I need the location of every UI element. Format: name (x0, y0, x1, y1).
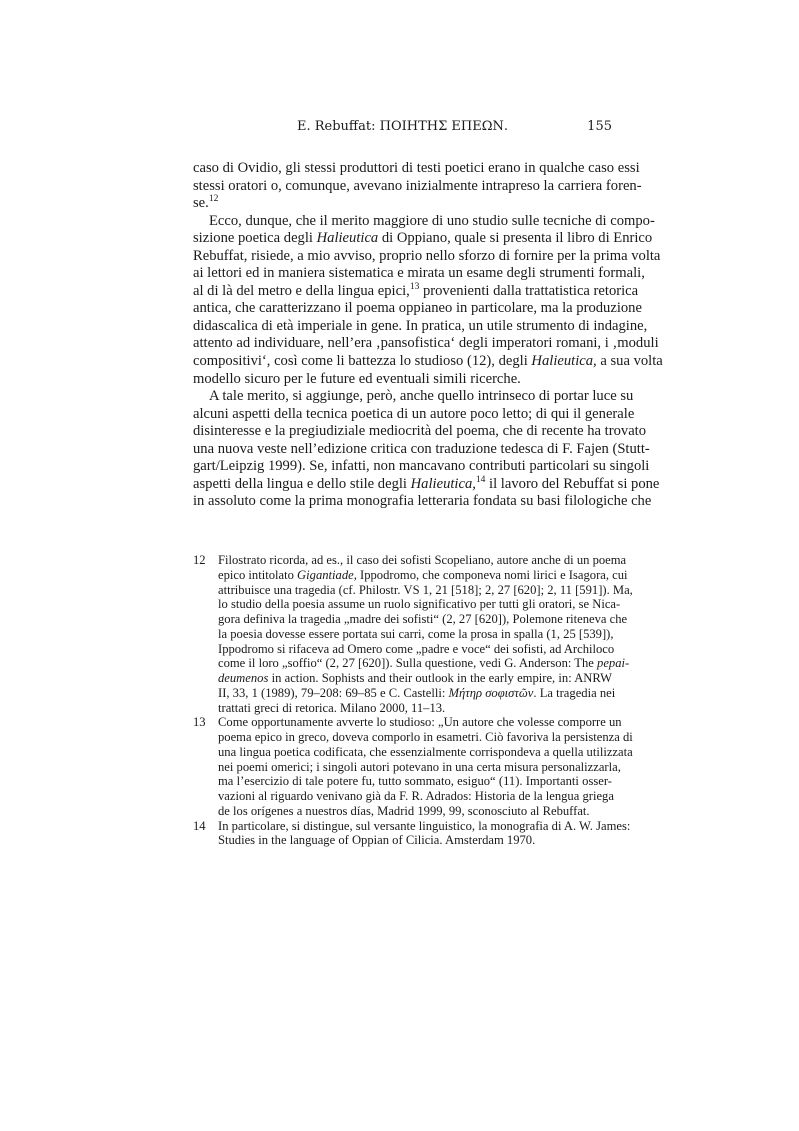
text-run: in action. Sophists and their outlook in the early empire, in: ANRW (268, 671, 612, 685)
paragraph (193, 388, 660, 511)
footnote-number: 13 (193, 715, 206, 730)
text-line (218, 730, 633, 745)
text-line (193, 247, 661, 266)
text-line (218, 685, 616, 701)
text-run: attribuisce una tragedia (cf. Philostr. VS 1, 21 [518]; 2, 27 [620]; 2, 11 [591]). Ma, (218, 582, 633, 597)
footnote-number: 12 (193, 553, 206, 567)
text-run: Studies in the language of Oppian of Cilicia. Amsterdam 1970. (218, 833, 536, 848)
text-run: disinteresse e la pregiudiziale mediocrità del poema, che di recente ha trovato (193, 423, 647, 440)
text-run: al di là del metro e della lingua epici, (193, 282, 410, 299)
text-run: nei poemi omerici; i singoli autori potevano in una certa misura personalizzarla, (218, 759, 621, 774)
text-run: Ecco, dunque, che il merito maggiore di uno studio sulle tecniche di compo- (209, 212, 655, 229)
text-run: una nuova veste nell’edizione critica con traduzione tedesca di F. Fajen (Stutt- (193, 440, 650, 457)
text-line (193, 212, 655, 231)
text-run: lo studio della poesia assume un ruolo significativo per tutti gli oratori, se Nica- (218, 597, 621, 612)
footnote (193, 715, 633, 818)
footnote-reference[interactable]: 13 (409, 281, 420, 292)
italic-text: Halieutica, (410, 475, 476, 492)
text-run: alcuni aspetti della tecnica poetica di un autore poco letto; di qui il generale (193, 405, 635, 422)
text-run: come il loro „soffio“ (2, 27 [620]). Sulla questione, vedi G. Anderson: The (218, 656, 598, 671)
text-run: modello sicuro per le future ed eventuali simili ricerche. (193, 370, 521, 387)
text-line (193, 265, 645, 283)
text-line (193, 281, 639, 301)
text-line (193, 458, 650, 476)
text-run: Filostrato ricorda, ad es., il caso dei sofisti Scopeliano, autore anche di un poema (218, 553, 627, 567)
text-run: sizione poetica degli (193, 230, 317, 247)
text-line (193, 423, 647, 441)
main-text (193, 160, 663, 511)
text-run: provenienti dalla trattatistica retorica (419, 282, 639, 299)
italic-text: Halieutica (316, 230, 379, 247)
text-run: II, 33, 1 (1989), 79–208: 69–85 e C. Castelli: (218, 685, 449, 700)
footnote-reference[interactable]: 12 (208, 194, 219, 205)
italic-text: Gigantiade, (297, 567, 357, 582)
text-run: In particolare, si distingue, sul versante linguistico, la monografia di A. W. James: (218, 818, 631, 833)
text-line (218, 701, 612, 716)
text-run: Ippodromo si rifaceva ad Omero come „padre e voce“ dei sofisti, ad Archiloco (218, 641, 615, 656)
text-line (218, 804, 612, 819)
text-line (193, 195, 612, 213)
text-line (218, 567, 628, 583)
text-run: stessi oratori o, comunque, avevano inizialmente intrapreso la carriera foren- (193, 177, 642, 194)
running-title: E. Rebuffat: ΠΟΙΗΤΗΣ ΕΠΕΩΝ. (296, 119, 509, 134)
text-line (218, 744, 633, 760)
text-run: la poesia dovesse essere portata sui carri, come la prosa in spalla (1, 25 [539]), (218, 626, 614, 641)
text-line (218, 627, 612, 642)
text-line (193, 353, 663, 371)
text-line (218, 715, 622, 730)
text-run: gart/Leipzig 1999). Se, infatti, non mancavano contributi particolari su singoli (193, 458, 650, 475)
text-line (193, 371, 612, 389)
text-line (193, 160, 640, 178)
text-run: una lingua poetica codificata, che essenzialmente corrispondeva a quella utilizzata (218, 744, 633, 759)
text-line (218, 656, 630, 671)
text-line (218, 759, 621, 775)
text-run: vazioni al riguardo venivano già da F. R. Adrados: Historia de la lengua griega (218, 789, 614, 803)
italic-text: deumenos (218, 671, 269, 685)
footnote (193, 818, 631, 849)
text-run: antica, che caratterizzano il poema oppianeo in particolare, ma la produzione (193, 300, 642, 317)
paragraph (193, 212, 663, 388)
text-run: in assoluto come la prima monografia letteraria fondata su basi filologiche che (193, 493, 652, 510)
text-line (193, 388, 634, 406)
text-line (218, 597, 621, 612)
text-line (218, 833, 612, 848)
text-line (193, 300, 642, 318)
text-run: se. (193, 195, 209, 212)
text-run: Rebuffat, risiede, a mio avviso, proprio nello sforzo di fornire per la prima volta (193, 247, 661, 264)
text-line (193, 230, 653, 248)
text-line (193, 440, 650, 459)
text-line (218, 671, 612, 686)
text-run: trattati greci di retorica. Milano 2000, 11–13. (218, 700, 446, 715)
italic-text: Μήτηρ σοφιστῶν (448, 685, 534, 700)
text-run: di Oppiano, quale si presenta il libro di Enrico (378, 230, 653, 247)
text-run: Come opportunamente avverte lo studioso: „Un autore che volesse comporre un (218, 715, 622, 730)
footnotes (193, 553, 633, 848)
text-line (218, 818, 631, 834)
text-run: ma l’esercizio di tale potere fu, tutto sommato, esiguo“ (11). Importanti osser- (218, 774, 612, 789)
text-run: poema epico in greco, doveva comporlo in esametri. Ciò favoriva la persistenza di (218, 730, 633, 744)
text-line (193, 474, 660, 494)
text-run: gora definiva la tragedia „madre dei sofisti“ (2, 27 [620]), Polemone riteneva che (218, 612, 628, 626)
footnote (193, 553, 633, 715)
italic-text: pepai- (597, 656, 630, 671)
text-line (218, 612, 628, 627)
text-run: il lavoro del Rebuffat si pone (485, 475, 660, 492)
text-run: de los orígenes a nuestros días, Madrid 1999, 99, sconosciuto al Rebuffat. (218, 803, 590, 818)
text-line (218, 789, 612, 804)
text-line (193, 177, 642, 196)
text-run: caso di Ovidio, gli stessi produttori di testi poetici erano in qualche caso essi (193, 160, 640, 176)
text-run: . La tragedia nei (533, 685, 616, 700)
paragraph (193, 160, 642, 213)
text-run: compositivi‘, così come li battezza lo studioso (12), degli (193, 353, 532, 370)
text-run: aspetti della lingua e dello stile degli (193, 475, 411, 492)
text-line (193, 493, 652, 511)
text-line (218, 774, 612, 789)
text-run: A tale merito, si aggiunge, però, anche quello intrinseco di portar luce su (209, 388, 634, 405)
text-line (193, 335, 659, 353)
text-line (218, 582, 633, 598)
text-line (218, 641, 615, 657)
text-line (193, 317, 648, 336)
text-run: a sua volta (596, 353, 663, 370)
text-run: epico intitolato (218, 567, 298, 582)
text-run: didascalica di età imperiale in gene. In pratica, un utile strumento di indagine, (193, 317, 648, 334)
footnote-reference[interactable]: 14 (475, 474, 486, 485)
text-run: ai lettori ed in maniera sistematica e mirata un esame degli strumenti formali, (193, 265, 645, 282)
text-run: attento ad individuare, nell’era ‚pansofistica‘ degli imperatori romani, i ‚moduli (193, 335, 659, 352)
footnote-number: 14 (193, 818, 206, 833)
italic-text: Halieutica, (531, 353, 597, 370)
text-line (193, 405, 635, 424)
text-run: Ippodromo, che componeva nomi lirici e Isagora, cui (356, 567, 628, 582)
page-number: 155 (587, 119, 612, 134)
text-line (218, 553, 627, 568)
